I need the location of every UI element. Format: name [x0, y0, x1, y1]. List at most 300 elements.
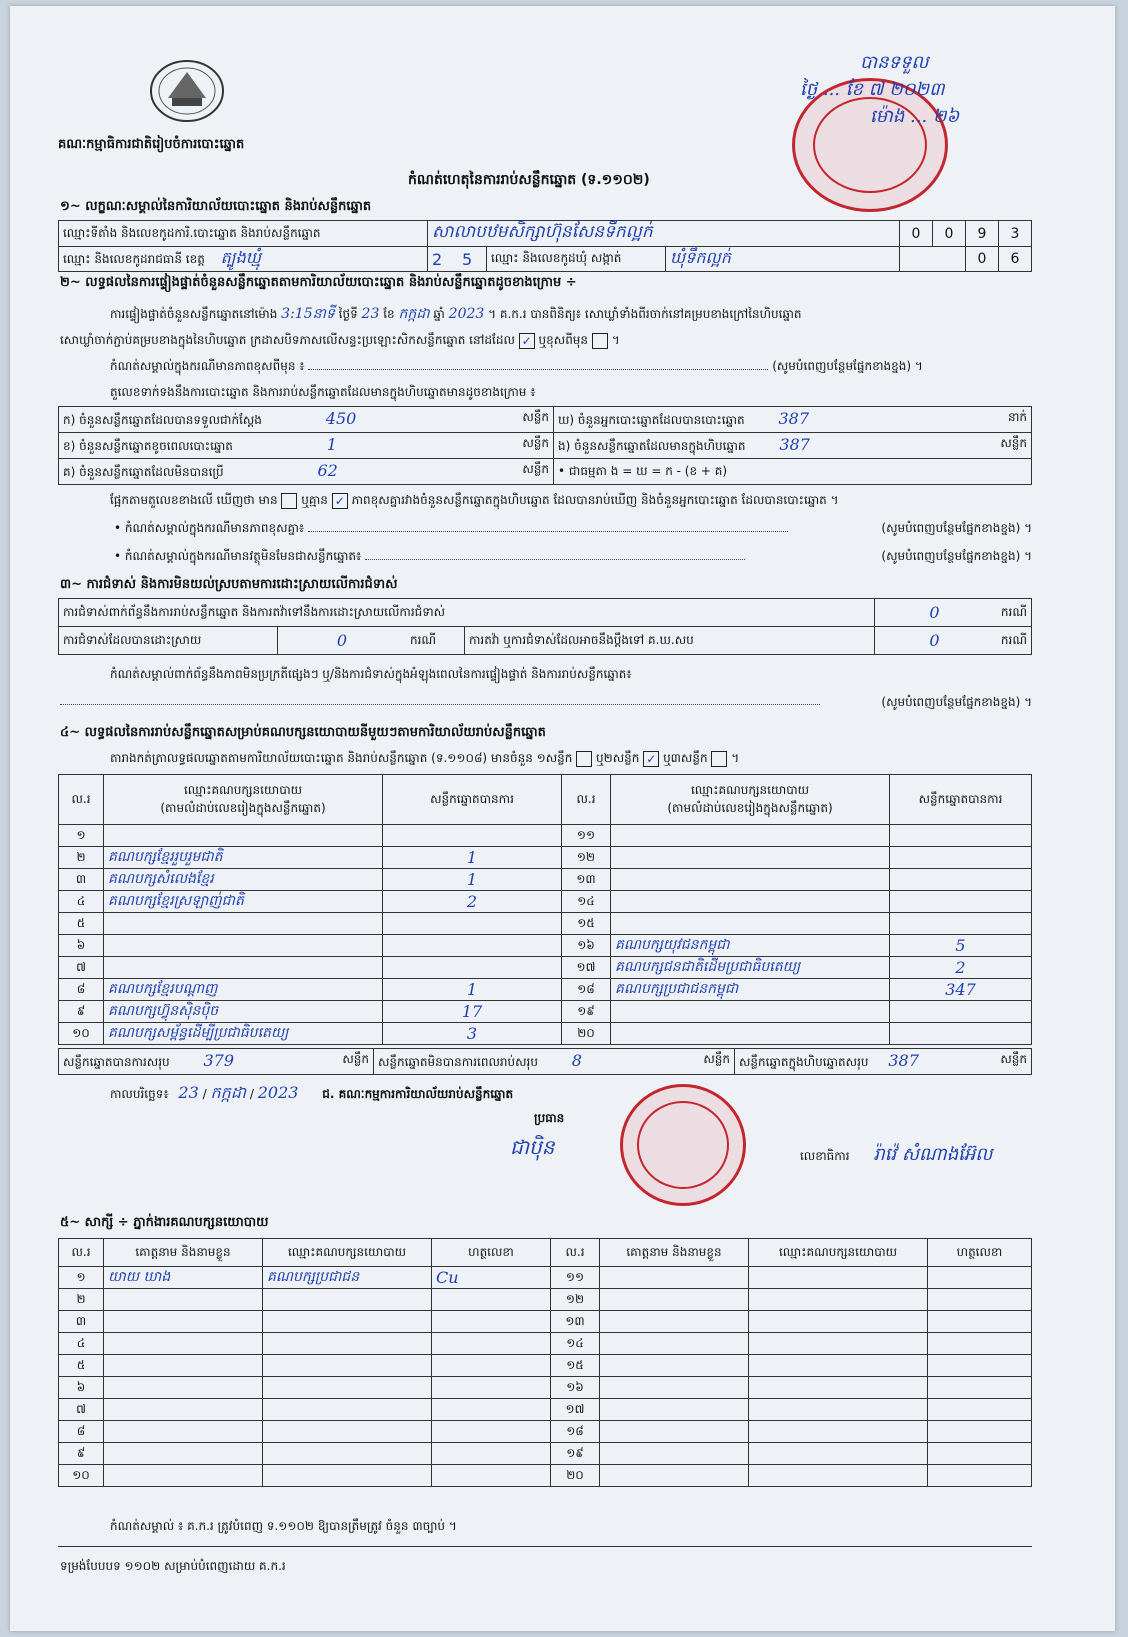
nec-emblem-icon [148, 58, 226, 124]
witness-sign-left [432, 1333, 551, 1355]
witness-sign-left [432, 1399, 551, 1421]
bullet1-blank[interactable] [308, 531, 788, 532]
witness-party-left [263, 1333, 432, 1355]
witness-name-right[interactable] [600, 1267, 749, 1289]
table-row [59, 935, 1032, 957]
figure-b-unit: សន្លឹក [522, 436, 549, 450]
witness-name-left [104, 1443, 263, 1465]
witness-name-left [104, 1289, 263, 1311]
witness-party-right[interactable] [749, 1421, 928, 1443]
results-no-left: ២ [59, 847, 104, 869]
date-line: កាលបរិច្ឆេទ៖ 23 / កក្កដា / 2023 ជ. គណៈកម្មការការិយាល័យរាប់សន្លឹកឆ្នោត [110, 1083, 514, 1102]
verify-text-d: ឆ្នាំ [433, 307, 445, 321]
results-col-party-left [104, 775, 383, 825]
witness-no-right: ១៨ [551, 1421, 600, 1443]
location-code-2: 0 [933, 221, 966, 247]
resolved-unit: ករណី [406, 627, 465, 655]
figure-d [554, 407, 1032, 433]
witness-sign-left [432, 1377, 551, 1399]
witness-sign-left [432, 1355, 551, 1377]
table-row [59, 847, 1032, 869]
results-party-left [104, 935, 383, 957]
table-row [59, 1443, 1032, 1465]
results-votes-left: 1 [383, 979, 562, 1001]
note-diff-label: កំណត់សម្គាល់ក្នុងករណីមានភាពខុសពីមុន ៖ [110, 359, 305, 373]
figure-e [554, 433, 1032, 459]
results-votes-right [890, 1001, 1032, 1023]
objection-row1-unit: ករណី [993, 599, 1031, 627]
objection-note-fill: (សូមបំពេញបន្ថែមផ្នែកខាងខ្នង) ។ [881, 695, 1032, 709]
witness-sign-right[interactable] [928, 1311, 1032, 1333]
witness-name-right[interactable] [600, 1355, 749, 1377]
results-no-right: ១៣ [562, 869, 611, 891]
witness-party-right[interactable] [749, 1333, 928, 1355]
verify-year: 2023 [448, 306, 485, 322]
witness-name-right[interactable] [600, 1377, 749, 1399]
total-invalid-label: សន្លឹកឆ្នោតមិនបានការពេលរាប់សរុប [378, 1055, 538, 1069]
witness-name-left [104, 1333, 263, 1355]
figure-b [59, 433, 554, 459]
province-code-cell [428, 247, 487, 272]
witness-sign-right[interactable] [928, 1465, 1032, 1487]
section3-heading: ៣~ ការជំទាស់ និងការមិនយល់ស្របតាមការដោះស្រាយលើការជំទាស់ [60, 577, 398, 592]
table-row [59, 957, 1032, 979]
results-votes-right [890, 847, 1032, 869]
witness-no-left: ៧ [59, 1399, 104, 1421]
results-no-right: ២០ [562, 1023, 611, 1045]
results-votes-left [383, 913, 562, 935]
results-votes-left [383, 825, 562, 847]
witness-party-right[interactable] [749, 1377, 928, 1399]
results-votes-left: 1 [383, 869, 562, 891]
location-value: សាលាបឋមសិក្សាហ៊ុនសែនទឹកល្អក់ [428, 221, 900, 247]
witness-no-right: ១៤ [551, 1333, 600, 1355]
witness-no-left: ២ [59, 1289, 104, 1311]
objection-table [58, 598, 1032, 655]
witness-name-right[interactable] [600, 1333, 749, 1355]
table-row [59, 825, 1032, 847]
total-invalid-cell [374, 1049, 735, 1075]
witness-no-right: ២០ [551, 1465, 600, 1487]
witness-no-left: ៩ [59, 1443, 104, 1465]
province-label: ឈ្មោះ និងលេខកូដរាជធានី ខេត្ត [63, 252, 205, 266]
different-label: ឬខុសពីមុន [538, 333, 589, 347]
figure-e-label: ង) ចំនួនសន្លឹកឆ្នោតដែលមានក្នុងហិបឆ្នោត [558, 439, 746, 453]
received-note-line1: បានទទួល [860, 52, 929, 73]
witness-sign-right[interactable] [928, 1399, 1032, 1421]
figure-b-label: ខ) ចំនួនសន្លឹកឆ្នោតខូចពេលបោះឆ្នោត [63, 439, 233, 453]
results-party-left: គណបក្សខ្មែរបណ្ដាញ [104, 979, 383, 1001]
table-row [59, 1023, 1032, 1045]
commune-code-1: 0 [966, 247, 999, 272]
footer-rule [58, 1546, 1032, 1547]
witness-table [58, 1238, 1032, 1487]
witness-no-left: ១០ [59, 1465, 104, 1487]
results-party-left: គណបក្សសម្ព័ន្ធដើម្បីប្រជាធិបតេយ្យ [104, 1023, 383, 1045]
date-label: កាលបរិច្ឆេទ៖ [110, 1087, 169, 1101]
table-row [59, 1289, 1032, 1311]
witness-party-left [263, 1421, 432, 1443]
page-title: កំណត់ហេតុនៃការរាប់សន្លឹកឆ្នោត (ទ.១១០២) [408, 172, 650, 188]
witness-no-right: ១៥ [551, 1355, 600, 1377]
results-votes-right [890, 869, 1032, 891]
table-row [59, 1311, 1032, 1333]
three-sheet-checkbox[interactable] [711, 751, 727, 767]
committee-sign-label: ជ. គណៈកម្មការការិយាល័យរាប់សន្លឹកឆ្នោត [322, 1087, 514, 1101]
appeal-unit: ករណី [993, 627, 1031, 655]
compare-has-label: ផ្អែកតាមតួលេខខាងលើ ឃើញថា មាន [110, 493, 278, 507]
results-votes-left: 2 [383, 891, 562, 913]
results-no-right: ១៦ [562, 935, 611, 957]
total-valid-label: សន្លឹកឆ្នោតបានការសរុប [63, 1055, 170, 1069]
bullet2-blank[interactable] [365, 559, 745, 560]
verify-day: 23 [361, 306, 380, 322]
table-row [59, 913, 1032, 935]
chair-label: ប្រធាន [534, 1111, 565, 1125]
witness-sign-left [432, 1289, 551, 1311]
results-votes-right [890, 891, 1032, 913]
witness-name-right[interactable] [600, 1465, 749, 1487]
secretary-label: លេខាធិការ [800, 1149, 850, 1163]
witness-party-right[interactable] [749, 1399, 928, 1421]
objection-note-blank[interactable] [60, 704, 820, 705]
received-note-line2: ថ្ងៃ ... ខែ ៧ ២០២៣ [800, 79, 945, 100]
results-col-party-right-sub: (តាមលំដាប់លេខរៀងក្នុងសន្លឹកឆ្នោត) [667, 800, 833, 815]
location-code-1: 0 [900, 221, 933, 247]
objection-row1-label: ការជំទាស់ពាក់ព័ន្ធនឹងការរាប់សន្លឹកឆ្នោត និងការតវ៉ាទៅនឹងការដោះស្រាយលើការជំទាស់ [59, 599, 875, 627]
received-note [800, 50, 960, 131]
witness-party-right[interactable] [749, 1311, 928, 1333]
total-invalid-value: 8 [571, 1051, 582, 1070]
witness-party-right[interactable] [749, 1289, 928, 1311]
witness-sign-right[interactable] [928, 1289, 1032, 1311]
figure-a [59, 407, 554, 433]
bullet1-fill: (សូមបំពេញបន្ថែមផ្នែកខាងខ្នង) ។ [881, 521, 1032, 535]
witness-sign-left [432, 1421, 551, 1443]
results-no-right: ១៥ [562, 913, 611, 935]
date-month: កក្កដា [210, 1083, 247, 1102]
witness-name-left [104, 1377, 263, 1399]
resolved-value [278, 627, 407, 655]
table-row [59, 1267, 1032, 1289]
witness-party-left [263, 1355, 432, 1377]
results-no-left: ៧ [59, 957, 104, 979]
compare-line [110, 492, 839, 510]
results-party-left: គណបក្សហ៊្វុនស៊ិនប៉ិច [104, 1001, 383, 1023]
witness-sign-left [432, 1465, 551, 1487]
figure-formula: • ជាធម្មតា ង = ឃ = ក - (ខ + គ) [554, 459, 1032, 485]
resolved-value-text: 0 [336, 631, 348, 650]
table-row [59, 1355, 1032, 1377]
results-party-left [104, 825, 383, 847]
results-table [58, 774, 1032, 1045]
witness-party-right[interactable] [749, 1465, 928, 1487]
bullet1-label: • កំណត់សម្គាល់ក្នុងករណីមានភាពខុសគ្នា៖ [114, 521, 305, 535]
witness-footnote: កំណត់សម្គាល់ ៖ គ.ក.រ ត្រូវបំពេញ ទ.១១០២ ឱ្យបានត្រឹមត្រូវ ចំនួន ៣ច្បាប់ ។ [110, 1519, 457, 1533]
bullet2-fill: (សូមបំពេញបន្ថែមផ្នែកខាងខ្នង) ។ [881, 549, 1032, 563]
results-votes-right: 347 [890, 979, 1032, 1001]
objection-note: កំណត់សម្គាល់ពាក់ព័ន្ធនឹងភាពមិនប្រក្រតីផ្សេងៗ ឬ/និងការជំទាស់ក្នុងអំឡុងពេលនៃការផ្ទៀងផ្ទាត់ និងការរាប់សន្លឹកឆ្នោត៖ [110, 667, 632, 681]
table-row [59, 1421, 1032, 1443]
two-sheet-checkbox[interactable]: ✓ [643, 751, 659, 767]
resolved-label: ការជំទាស់ដែលបានដោះស្រាយ [59, 627, 278, 655]
bullet1-line [114, 520, 1032, 538]
results-no-left: ១ [59, 825, 104, 847]
location-code-4: 3 [999, 221, 1032, 247]
results-no-left: ៥ [59, 913, 104, 935]
location-code-3: 9 [966, 221, 999, 247]
results-no-left: ៩ [59, 1001, 104, 1023]
witness-col-sign-right: ហត្ថលេខា [928, 1239, 1032, 1267]
witness-sign-left [432, 1311, 551, 1333]
objection-row1-value-text: 0 [929, 603, 940, 622]
results-col-party-left-title: ឈ្មោះគណបក្សនយោបាយ [183, 782, 303, 797]
witness-party-left [263, 1377, 432, 1399]
witness-name-right[interactable] [600, 1399, 749, 1421]
results-party-right: គណបក្សយុវជនកម្ពុជា [611, 935, 890, 957]
verify-month: កក្កដា [398, 306, 430, 322]
figure-c-value: 62 [317, 461, 338, 480]
witness-name-left [104, 1465, 263, 1487]
witness-no-left: ១ [59, 1267, 104, 1289]
witness-party-right[interactable] [749, 1267, 928, 1289]
received-note-line3: ម៉ោង ... ២៦ [870, 106, 960, 127]
results-no-right: ១៨ [562, 979, 611, 1001]
witness-party-left [263, 1399, 432, 1421]
witness-no-left: ៤ [59, 1333, 104, 1355]
figure-e-unit: សន្លឹក [1000, 436, 1027, 450]
total-box-cell [735, 1049, 1032, 1075]
table-row [59, 1377, 1032, 1399]
results-totals [58, 1048, 1032, 1075]
note-diff-line [110, 358, 1030, 376]
form-footer: ទម្រង់បែបបទ ១១០២ សម្រាប់បំពេញដោយ គ.ក.រ [60, 1559, 286, 1573]
figure-a-value: 450 [325, 409, 357, 428]
results-party-right [611, 1023, 890, 1045]
commune-code-2: 6 [999, 247, 1032, 272]
section1-table [58, 220, 1032, 272]
witness-no-left: ៣ [59, 1311, 104, 1333]
total-valid-value: 379 [203, 1051, 235, 1070]
results-col-party-right [611, 775, 890, 825]
results-votes-right: 2 [890, 957, 1032, 979]
witness-sign-right[interactable] [928, 1443, 1032, 1465]
commune-label: ឈ្មោះ និងលេខកូដឃុំ សង្កាត់ [487, 247, 666, 272]
ballot-intro: តួលេខទាក់ទងនឹងការបោះឆ្នោត និងការរាប់សន្លឹកឆ្នោតដែលមានក្នុងហិបឆ្នោតមានដូចខាងក្រោម ៖ [110, 385, 536, 399]
witness-sign-right[interactable] [928, 1267, 1032, 1289]
secretary-line [800, 1142, 992, 1169]
section1-heading: ១~ លក្ខណៈសម្គាល់នៃការិយាល័យបោះឆ្នោត និងរាប់សន្លឹកឆ្នោត [60, 199, 372, 214]
appeal-value-text: 0 [929, 631, 940, 650]
figure-d-value: 387 [778, 409, 809, 428]
results-party-right [611, 869, 890, 891]
results-party-right [611, 825, 890, 847]
tally-intro-a: តារាងកត់ត្រាលទ្ធផលឆ្នោតតាមការិយាល័យបោះឆ្នោត និងរាប់សន្លឹកឆ្នោត (ទ.១១០៨) មានចំនួន ១សន្លឹក [110, 751, 573, 765]
witness-name-left [104, 1311, 263, 1333]
verify-text-b: ថ្ងៃទី [338, 307, 358, 321]
province-value: ត្បូងឃ្មុំ [220, 248, 261, 267]
table-row [59, 1333, 1032, 1355]
commune-code-spacer [900, 247, 933, 272]
different-checkbox[interactable] [592, 333, 608, 349]
bullet2-line [114, 548, 1032, 566]
witness-sign-left [432, 1443, 551, 1465]
witness-no-left: ៦ [59, 1377, 104, 1399]
results-col-no-left: ល.រ [59, 775, 104, 825]
section5-heading: ៥~ សាក្សី ÷ ភ្នាក់ងារគណបក្សនយោបាយ [60, 1215, 269, 1230]
witness-party-left [263, 1289, 432, 1311]
witness-no-right: ១២ [551, 1289, 600, 1311]
results-party-right: គណបក្សប្រជាជនកម្ពុជា [611, 979, 890, 1001]
witness-name-left [104, 1399, 263, 1421]
verify-text-c: ខែ [383, 307, 395, 321]
results-party-right [611, 891, 890, 913]
province-cell [59, 247, 428, 272]
table-row [59, 891, 1032, 913]
tally-intro-end: ។ [731, 751, 740, 765]
section4-heading: ៤~ លទ្ធផលនៃការរាប់សន្លឹកឆ្នោតសម្រាប់គណបក្សនយោបាយនីមួយៗតាមការិយាល័យរាប់សន្លឹកឆ្នោត [60, 725, 546, 740]
chair-name: ជាប៉ិន [510, 1135, 555, 1159]
ballot-figures-table [58, 406, 1032, 485]
witness-party-right[interactable] [749, 1355, 928, 1377]
commune-value: ឃុំទឹកល្អក់ [666, 247, 900, 272]
results-party-right [611, 1001, 890, 1023]
compare-none-label: ឬគ្មាន [301, 493, 328, 507]
witness-no-right: ១៧ [551, 1399, 600, 1421]
section2-heading: ២~ លទ្ធផលនៃការផ្ទៀងផ្ទាត់ចំនួនសន្លឹកឆ្នោតតាមការិយាល័យបោះឆ្នោត និងរាប់សន្លឹកឆ្នោតដូចខាងក្រោម ÷ [60, 275, 577, 290]
tally-intro-b: ឬ២សន្លឹក [596, 751, 640, 765]
witness-col-no-right: ល.រ [551, 1239, 600, 1267]
one-sheet-checkbox[interactable] [576, 751, 592, 767]
commune-code-spacer-2 [933, 247, 966, 272]
verify-line2 [60, 332, 620, 350]
witness-name-left [104, 1355, 263, 1377]
results-votes-left: 3 [383, 1023, 562, 1045]
objection-note-line [60, 694, 1032, 712]
results-party-left [104, 913, 383, 935]
appeal-value [875, 627, 994, 655]
results-no-left: ៨ [59, 979, 104, 1001]
witness-col-name-right: គោត្តនាម និងនាមខ្លួន [600, 1239, 749, 1267]
results-col-votes-right: សន្លឹកឆ្នោតបានការ [890, 775, 1032, 825]
table-row [59, 869, 1032, 891]
witness-sign-right[interactable] [928, 1421, 1032, 1443]
results-no-left: ១០ [59, 1023, 104, 1045]
results-votes-right: 5 [890, 935, 1032, 957]
same-checkbox[interactable]: ✓ [519, 333, 535, 349]
witness-name-right[interactable] [600, 1289, 749, 1311]
results-no-left: ៦ [59, 935, 104, 957]
total-invalid-unit: សន្លឹក [703, 1052, 730, 1066]
tally-intro-c: ឬ៣សន្លឹក [663, 751, 708, 765]
results-party-right [611, 847, 890, 869]
results-no-right: ១៧ [562, 957, 611, 979]
results-party-right: គណបក្សជនជាតិដើមប្រជាធិបតេយ្យ [611, 957, 890, 979]
total-box-value: 387 [888, 1051, 919, 1070]
witness-sign-right[interactable] [928, 1355, 1032, 1377]
results-col-party-right-title: ឈ្មោះគណបក្សនយោបាយ [690, 782, 810, 797]
results-votes-left: 1 [383, 847, 562, 869]
witness-party-right[interactable] [749, 1443, 928, 1465]
secretary-name: រ៉ាវ៉េ សំណាងអ៊ែល [873, 1144, 993, 1165]
note-diff-blank[interactable] [308, 369, 768, 370]
bullet2-label: • កំណត់សម្គាល់ក្នុងករណីមានវត្ថុមិនមែនជាសន្លឹកឆ្នោត៖ [114, 549, 362, 563]
verify-text-e: ។ គ.ក.រ បានពិនិត្យ៖ សោឃ្លាំទាំងពីរចាក់នៅគម្របខាងក្រៅនៃហិបឆ្នោត [488, 307, 802, 321]
results-col-no-right: ល.រ [562, 775, 611, 825]
no-difference-checkbox[interactable]: ✓ [332, 493, 348, 509]
official-stamp-bottom [620, 1084, 746, 1206]
witness-name-left [104, 1421, 263, 1443]
witness-no-right: ១៦ [551, 1377, 600, 1399]
figure-c [59, 459, 554, 485]
tally-sheets-line [110, 750, 739, 768]
figure-c-unit: សន្លឹក [522, 462, 549, 476]
verify-line2-text: សោឃ្លាំចាក់ភ្ជាប់គម្របខាងក្នុងនៃហិបឆ្នោត ក្រដាសបិទភាសលើសន្ទះប្រឡោះសិកសន្លឹកឆ្នោត នៅដដែល [60, 333, 515, 347]
results-party-left: គណបក្សសំលេងខ្មែរ [104, 869, 383, 891]
results-votes-right [890, 825, 1032, 847]
table-row [59, 1399, 1032, 1421]
witness-sign-right[interactable] [928, 1333, 1032, 1355]
location-label: ឈ្មោះទីតាំង និងលេខកូដការិ.បោះឆ្នោត និងរាប់សន្លឹកឆ្នោត [59, 221, 428, 247]
verify-text-a: ការផ្ទៀងផ្ទាត់ចំនួនសន្លឹកឆ្នោតនៅម៉ោង [110, 307, 278, 321]
figure-a-label: ក) ចំនួនសន្លឹកឆ្នោតដែលបានទទួលជាក់ស្តែង [63, 413, 262, 427]
table-row [59, 1465, 1032, 1487]
figure-e-value: 387 [779, 435, 810, 454]
witness-party-left [263, 1465, 432, 1487]
figure-d-label: ឃ) ចំនួនអ្នកបោះឆ្នោតដែលបានបោះឆ្នោត [558, 413, 745, 427]
province-code-2: 5 [462, 249, 473, 269]
total-valid-unit: សន្លឹក [342, 1052, 369, 1066]
verify-line1 [110, 304, 1070, 325]
compare-text: ភាពខុសគ្នារវាងចំនួនសន្លឹកឆ្នោតក្នុងហិបឆ្នោត ដែលបានរាប់ឃើញ និងចំនួនអ្នកបោះឆ្នោត ដែលបានបោះឆ្នោត ។ [351, 493, 839, 507]
witness-no-left: ៨ [59, 1421, 104, 1443]
witness-no-right: ១៩ [551, 1443, 600, 1465]
province-code-1: 2 [432, 249, 443, 269]
results-no-right: ១២ [562, 847, 611, 869]
figure-a-unit: សន្លឹក [522, 410, 549, 424]
has-difference-checkbox[interactable] [281, 493, 297, 509]
results-votes-left [383, 935, 562, 957]
witness-name-right[interactable] [600, 1311, 749, 1333]
witness-no-right: ១១ [551, 1267, 600, 1289]
witness-sign-right[interactable] [928, 1377, 1032, 1399]
witness-name-right[interactable] [600, 1443, 749, 1465]
total-valid-cell [59, 1049, 374, 1075]
results-no-left: ៤ [59, 891, 104, 913]
total-box-unit: សន្លឹក [1000, 1052, 1027, 1066]
results-party-right [611, 913, 890, 935]
objection-row1-value [875, 599, 994, 627]
witness-col-party-right: ឈ្មោះគណបក្សនយោបាយ [749, 1239, 928, 1267]
total-box-label: សន្លឹកឆ្នោតក្នុងហិបឆ្នោតសរុប [739, 1055, 869, 1069]
verify-time: 3:15នាទី [281, 306, 335, 322]
appeal-label: ការតវ៉ា ឬការជំទាស់ដែលអាចនឹងប្តឹងទៅ គ.ឃ.សប [465, 627, 875, 655]
committee-name: គណៈកម្មាធិការជាតិរៀបចំការបោះឆ្នោត [58, 137, 245, 152]
witness-party-left: គណបក្សប្រជាជន [263, 1267, 432, 1289]
table-row [59, 979, 1032, 1001]
witness-col-party-left: ឈ្មោះគណបក្សនយោបាយ [263, 1239, 432, 1267]
witness-party-left [263, 1311, 432, 1333]
form-sheet [10, 6, 1115, 1631]
figure-c-label: គ) ចំនួនសន្លឹកឆ្នោតដែលមិនបានប្រើ [63, 465, 224, 479]
table-row [59, 1001, 1032, 1023]
note-diff-fill: (សូមបំពេញបន្ថែមផ្នែកខាងខ្នង) ។ [772, 359, 923, 373]
witness-name-left: យាយ ឃាង [104, 1267, 263, 1289]
verify-line2-end: ។ [611, 333, 620, 347]
witness-name-right[interactable] [600, 1421, 749, 1443]
witness-col-no-left: ល.រ [59, 1239, 104, 1267]
results-no-right: ១៤ [562, 891, 611, 913]
